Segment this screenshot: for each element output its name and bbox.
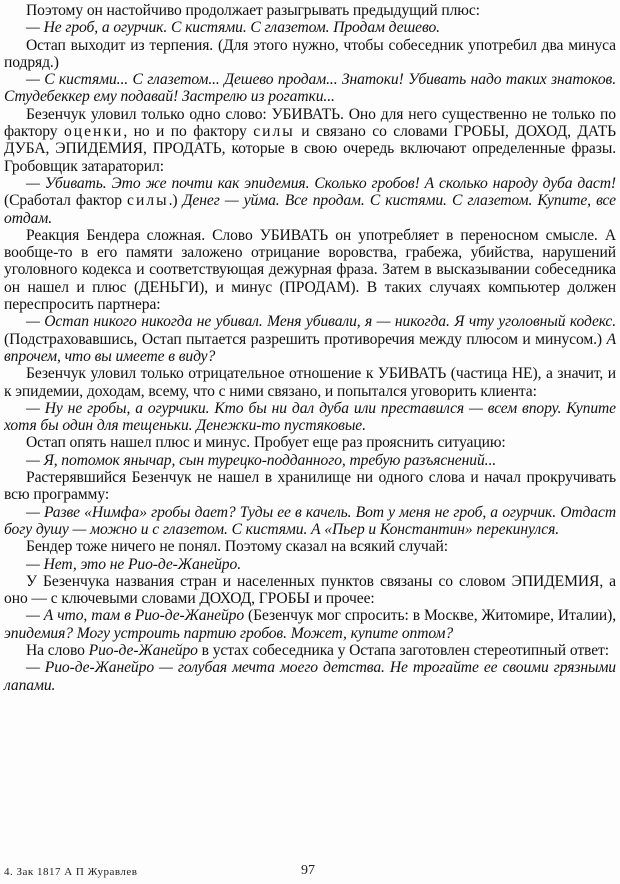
italic-text: — Не гроб, а огурчик. С кистями. С глазетом. Продам дешево. xyxy=(26,19,440,37)
text-run: (Сработал фактор xyxy=(4,192,128,210)
italic-text: — А что, там в Рио-де-Жанейро xyxy=(26,607,245,625)
paragraph xyxy=(4,365,616,400)
paragraph xyxy=(4,452,616,469)
text-run: и связано со словами ГРОБЫ, ДОХОД, ДАТЬ ДУБА, ЭПИДЕМИЯ, ПРОДАТЬ, которые в свою очередь включают определенные фразы. Гробовщик затараторил: xyxy=(4,123,616,175)
paragraph xyxy=(4,175,616,227)
page-number: 97 xyxy=(301,863,315,878)
paragraph xyxy=(4,607,616,642)
paragraph xyxy=(4,400,616,435)
spaced-emphasis-text: силы xyxy=(253,123,295,141)
text-run: Поэтому он настойчиво продолжает разыгрывать предыдущий плюс: xyxy=(26,2,480,19)
text-run: Остап выходит из терпения. (Для этого нужно, чтобы собеседник употребил два минуса подряд.) xyxy=(4,36,616,71)
text-run: Растерявшийся Безенчук не нашел в хранилище ни одного слова и начал прокручивать всю программу: xyxy=(4,469,616,504)
italic-text: — Остап никого никогда не убивал. Меня убивали, я — никогда. Я чту уголовный кодекс. xyxy=(26,313,616,331)
paragraph xyxy=(4,538,616,555)
italic-text: Денег — уйма. Все продам. С кистями. С глазетом. Купите, все отдам. xyxy=(4,192,616,227)
italic-text: — Разве «Нимфа» гробы дает? Туды ее в качель. Вот у меня не гроб, а огурчик. Отдаст богу душу — можно и с глазетом. С кистями. А «Пьер и Константин» перекинулся. xyxy=(4,503,616,538)
paragraph xyxy=(4,37,616,72)
page-footer xyxy=(4,862,616,878)
page-body-text xyxy=(4,2,616,694)
italic-text: А впрочем, что вы имеете в виду? xyxy=(4,330,616,365)
paragraph xyxy=(4,556,616,573)
paragraph xyxy=(4,313,616,365)
paragraph xyxy=(4,504,616,539)
paragraph xyxy=(4,434,616,451)
text-run: Безенчук уловил только одно слово: УБИВАТЬ. Оно для него существенно не только по фактору xyxy=(4,105,616,141)
italic-text: — Я, потомок янычар, сын турецко-подданного, требую разъяснений... xyxy=(26,451,497,469)
italic-text: — Нет, это не Рио-де-Жанейро. xyxy=(26,555,242,573)
paragraph xyxy=(4,573,616,608)
paragraph xyxy=(4,659,616,694)
text-run: У Безенчука названия стран и населенных пунктов связаны со словом ЭПИДЕМИЯ, а оно — с ключевыми словами ДОХОД, ГРОБЫ и прочее: xyxy=(4,572,616,608)
paragraph xyxy=(4,19,616,36)
printer-signature: 4. Зак 1817 А П Журавлев xyxy=(4,866,138,878)
paragraph xyxy=(4,642,616,659)
italic-text: — Рио-де-Жанейро — голубая мечта моего детства. Не трогайте ее своими грязными лапами. xyxy=(4,659,616,694)
spaced-emphasis-text: оценки xyxy=(63,123,124,141)
italic-text: — Убивать. Это же почти как эпидемия. Сколько гробов! А сколько народу дуба даст! xyxy=(26,174,616,192)
italic-text: эпидемия? Могу устроить партию гробов. Может, купите оптом? xyxy=(4,624,454,642)
text-run: Остап опять нашел плюс и минус. Пробует еще раз прояснить ситуацию: xyxy=(26,434,506,452)
paragraph xyxy=(4,71,616,106)
italic-text: — С кистями... С глазетом... Дешево продам... Знатоки! Убивать надо таких знатоков. Студебеккер ему подавай! Застрелю из рогатки... xyxy=(4,71,616,106)
text-run: (Безенчук мог спросить: в Москве, Житомире, Италии), xyxy=(244,607,617,625)
paragraph xyxy=(4,469,616,504)
text-run: (Подстраховавшись, Остап пытается разрешить противоречия между плюсом и минусом.) xyxy=(4,330,607,348)
paragraph xyxy=(4,106,616,175)
text-run: , но и по фактору xyxy=(123,123,254,141)
text-run: в устах собеседника у Остапа заготовлен стереотипный ответ: xyxy=(197,641,609,659)
text-run: .) xyxy=(168,192,183,210)
italic-text: Рио-де-Жанейро xyxy=(88,641,198,659)
paragraph xyxy=(4,2,616,19)
italic-text: — Ну не гробы, а огурчики. Кто бы ни дал дуба или преставился — всем впору. Купите хотя бы один для тещеньки. Денежки-то пустяковые. xyxy=(4,399,616,435)
spaced-emphasis-text: силы xyxy=(127,192,169,210)
text-run: Реакция Бендера сложная. Слово УБИВАТЬ он употребляет в переносном смысле. А вообще-то в его памяти заложено отрицание воровства, грабежа, убийства, нарушений уголовного кодекса и соответствующая дежурная фраза. Затем в высказывании собеседника он нашел и плюс (ДЕНЬГИ), и минус (ПРОДАМ). В таких случаях компьютер должен переспросить партнера: xyxy=(4,226,616,314)
text-run: На слово xyxy=(26,641,89,659)
text-run: Безенчук уловил только отрицательное отношение к УБИВАТЬ (частица НЕ), а значит, и к эпидемии, доходам, всему, что с ними связано, и попытался уговорить клиента: xyxy=(4,365,616,400)
paragraph xyxy=(4,227,616,313)
text-run: Бендер тоже ничего не понял. Поэтому сказал на всякий случай: xyxy=(26,538,448,556)
